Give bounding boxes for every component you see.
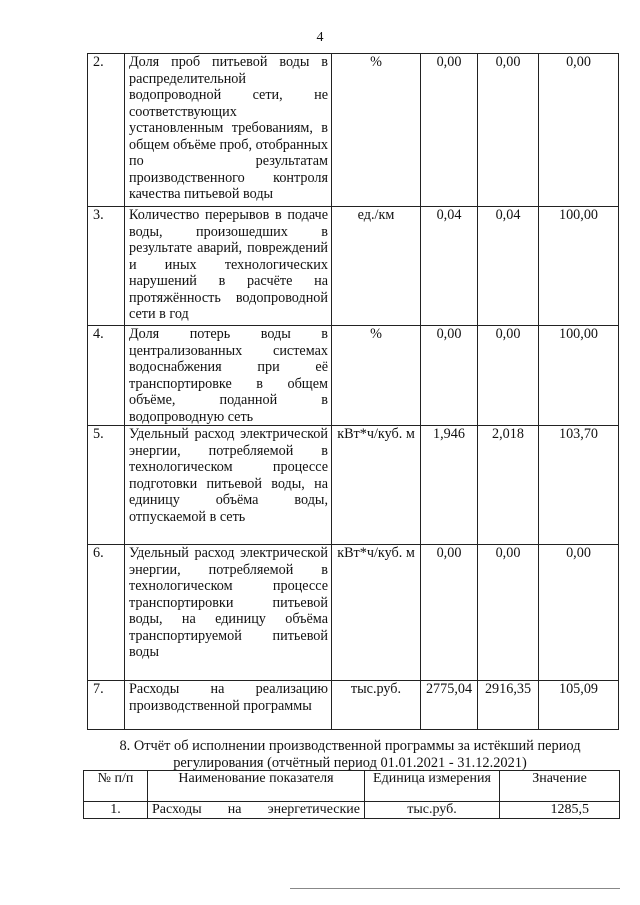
row-number: 4.	[88, 326, 125, 426]
indicator-name: Доля проб питьевой воды в распределительной водопроводной сети, не соответствующих установленным требованиям, в общем объёме проб, отобранных по результатам производственного контроля качества питьевой воды	[125, 54, 332, 207]
indicator-value-percent: 103,70	[539, 426, 619, 545]
row-number: 5.	[88, 426, 125, 545]
indicator-value-planned: 0,00	[421, 54, 478, 207]
indicators-table	[87, 53, 619, 730]
indicator-value-actual: 0,04	[478, 207, 539, 326]
footer-divider	[290, 888, 620, 889]
indicator-value-percent: 100,00	[539, 326, 619, 426]
indicator-value-planned: 2775,04	[421, 681, 478, 730]
indicator-unit: кВт*ч/куб. м	[332, 545, 421, 681]
indicator-unit: %	[332, 326, 421, 426]
page-number: 4	[316, 30, 324, 45]
indicator-value-percent: 105,09	[539, 681, 619, 730]
report-table	[83, 770, 620, 819]
row-number: 3.	[88, 207, 125, 326]
indicator-name: Количество перерывов в подаче воды, произошедших в результате аварий, повреждений и иных технологических нарушений в расчёте на протяжённость водопроводной сети в год	[125, 207, 332, 326]
table-row	[88, 207, 619, 326]
table-row	[84, 802, 620, 819]
table-row	[88, 681, 619, 730]
indicator-name: Расходы на энергетические	[148, 802, 365, 819]
table-row	[88, 54, 619, 207]
indicator-value-actual: 2916,35	[478, 681, 539, 730]
table-row	[88, 545, 619, 681]
indicator-value-actual: 0,00	[478, 545, 539, 681]
indicator-value-actual: 0,00	[478, 326, 539, 426]
indicator-value-planned: 1,946	[421, 426, 478, 545]
row-number: 2.	[88, 54, 125, 207]
indicator-value-planned: 0,00	[421, 545, 478, 681]
indicator-unit: %	[332, 54, 421, 207]
indicator-value-percent: 0,00	[539, 54, 619, 207]
indicator-value-planned: 0,04	[421, 207, 478, 326]
header-value: Значение	[500, 771, 620, 802]
row-number: 6.	[88, 545, 125, 681]
section-heading: 8. Отчёт об исполнении производственной программы за истёкший период регулирования (отчётный период 01.01.2021 - 31.12.2021)	[119, 738, 581, 771]
indicator-unit: тыс.руб.	[365, 802, 500, 819]
indicator-value-actual: 2,018	[478, 426, 539, 545]
indicator-name: Доля потерь воды в централизованных системах водоснабжения при её транспортировке в общем объёме, поданной в водопроводную сеть	[125, 326, 332, 426]
indicator-name: Расходы на реализацию производственной программы	[125, 681, 332, 730]
header-name: Наименование показателя	[148, 771, 365, 802]
indicator-name: Удельный расход электрической энергии, потребляемой в технологическом процессе транспортировки питьевой воды, на единицу объёма транспортируемой питьевой воды	[125, 545, 332, 681]
table-row	[88, 326, 619, 426]
indicator-value-planned: 0,00	[421, 326, 478, 426]
table-header-row	[84, 771, 620, 802]
header-unit: Единица измерения	[365, 771, 500, 802]
table-row	[88, 426, 619, 545]
indicator-unit: тыс.руб.	[332, 681, 421, 730]
row-number: 7.	[88, 681, 125, 730]
header-num: № п/п	[84, 771, 148, 802]
indicator-unit: кВт*ч/куб. м	[332, 426, 421, 545]
indicator-unit: ед./км	[332, 207, 421, 326]
indicator-name: Удельный расход электрической энергии, потребляемой в технологическом процессе подготовки питьевой воды, на единицу объёма воды, отпускаемой в сеть	[125, 426, 332, 545]
row-number: 1.	[84, 802, 148, 819]
indicator-value: 1285,5	[500, 802, 620, 819]
indicator-value-percent: 0,00	[539, 545, 619, 681]
indicator-value-percent: 100,00	[539, 207, 619, 326]
indicator-value-actual: 0,00	[478, 54, 539, 207]
